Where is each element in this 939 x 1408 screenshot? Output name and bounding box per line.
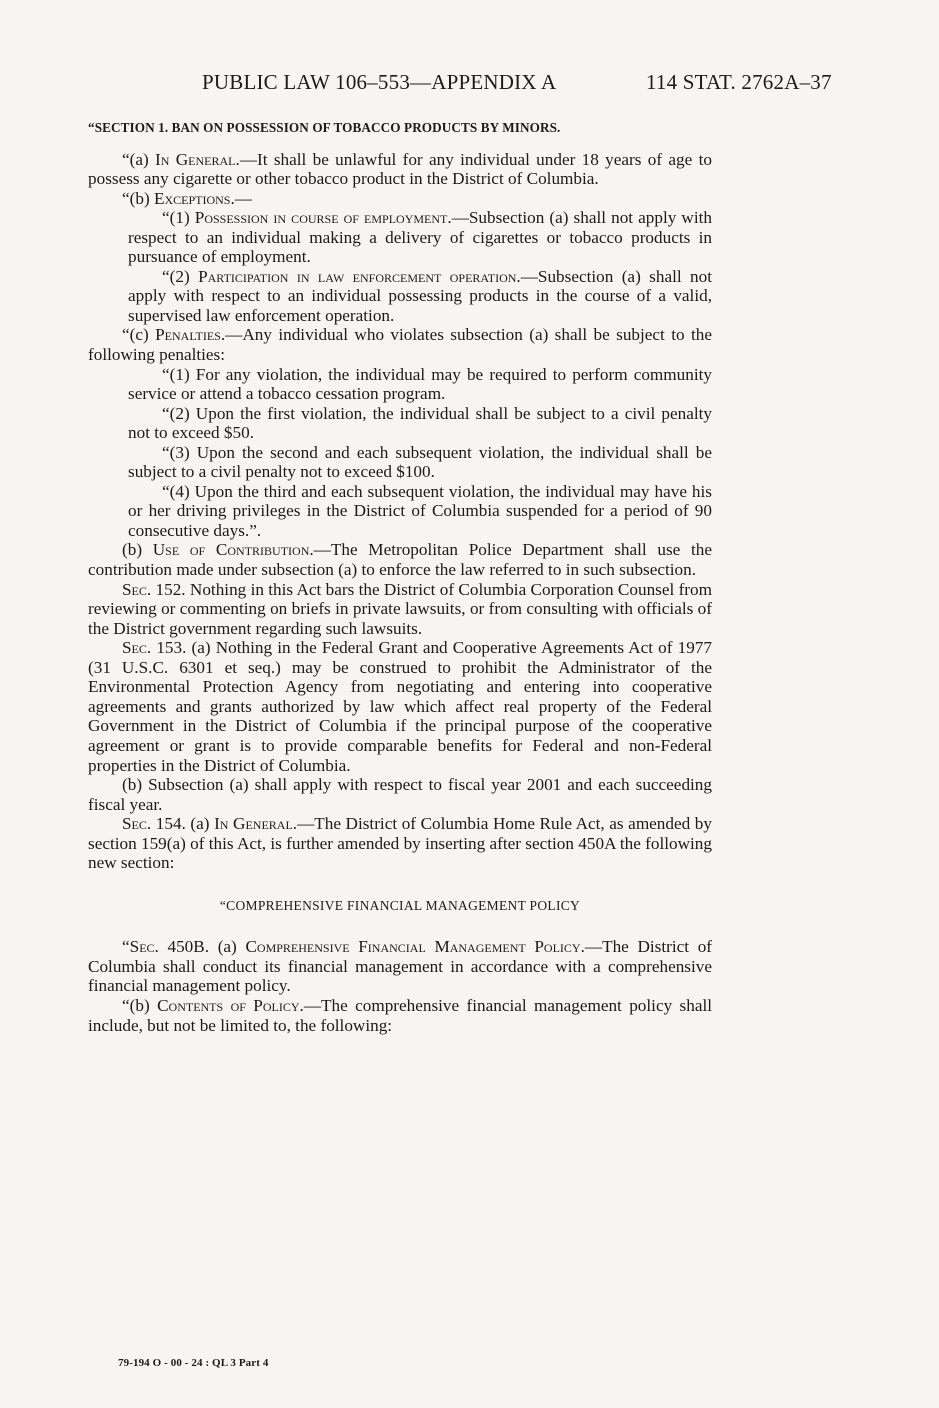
subsection-lead: “(b) xyxy=(122,995,158,1015)
subsection-heading: In General. xyxy=(214,814,298,834)
penalty-c4: “(4) Upon the third and each subsequent violation, the individual may have his or her driving privileges in the District of Columbia suspended for a period of 90 consecutive days.”. xyxy=(128,481,712,540)
header-stat-citation: 114 STAT. 2762A–37 xyxy=(646,70,832,94)
subsection-text: —Any individual who violates subsection (a) shall be subject to the following penalties: xyxy=(88,325,712,365)
section-450b-b xyxy=(88,996,712,1035)
subsection-heading: Use of Contribution. xyxy=(152,540,314,560)
subsection-heading: In General. xyxy=(155,149,240,169)
paragraph-heading: Participation in law enforcement operation. xyxy=(198,266,521,286)
paragraph-b2-law-enforcement xyxy=(88,267,712,326)
subsection-heading: Contents of Policy. xyxy=(157,995,304,1015)
print-job-footer: 79-194 O - 00 - 24 : QL 3 Part 4 xyxy=(118,1357,269,1369)
paragraph-text: —Subsection (a) shall not apply with respect to an individual possessing products in the course of a valid, supervised law enforcement operation. xyxy=(128,266,712,325)
subsection-heading: Exceptions. xyxy=(153,188,235,208)
paragraph-lead: “(1) xyxy=(162,208,195,228)
paragraph-heading: Possession in course of employment. xyxy=(194,208,452,228)
section-label: Sec. 153. xyxy=(122,638,187,658)
paragraph-text: —Subsection (a) shall not apply with respect to an individual making a delivery of cigarettes or tobacco products in pursuance of employment. xyxy=(128,208,712,267)
use-of-contribution xyxy=(88,540,712,579)
subsection-lead: (a) xyxy=(185,814,215,834)
section-text: —The District of Columbia shall conduct its financial management in accordance with a comprehensive financial management policy. xyxy=(88,937,713,996)
penalty-c2: “(2) Upon the first violation, the individual shall be subject to a civil penalty not to exceed $50. xyxy=(128,403,712,443)
section-label: Sec. 154. xyxy=(122,814,186,834)
subsection-heading: Comprehensive Financial Management Policy. xyxy=(245,937,585,957)
section-450b-a xyxy=(88,937,712,996)
section-heading: “SECTION 1. BAN ON POSSESSION OF TOBACCO PRODUCTS BY MINORS. xyxy=(88,120,561,135)
subsection-text: —The Metropolitan Police Department shall use the contribution made under subsection (a) to enforce the law referred to in such subsection. xyxy=(88,540,712,580)
subsection-c-penalties xyxy=(88,325,712,364)
subsection-lead: “(b) xyxy=(122,188,154,208)
subsection-lead: (a) xyxy=(209,937,246,957)
section-152 xyxy=(88,580,712,639)
subsection-heading: Penalties. xyxy=(155,325,226,345)
paragraph-b1-employment xyxy=(88,208,712,267)
section-text: (a) Nothing in the Federal Grant and Cooperative Agreements Act of 1977 (31 U.S.C. 6301 et seq.) may be construed to prohibit the Administrator of the Environmental Protection Agency from negotiating and entering into cooperative agreements and grants authorized by law which affect real property of the Federal Government in the District of Columbia if the principal purpose of the cooperative agreement or grant is to provide comparable benefits for Federal and non-Federal properties in the District of Columbia. xyxy=(88,638,712,775)
penalty-c1: “(1) For any violation, the individual may be required to perform community service or attend a tobacco cessation program. xyxy=(128,364,712,404)
subsection-b-exceptions xyxy=(88,189,712,209)
subsection-text: —It shall be unlawful for any individual under 18 years of age to possess any cigarette or other tobacco product in the District of Columbia. xyxy=(88,149,712,189)
centered-heading: “COMPREHENSIVE FINANCIAL MANAGEMENT POLICY xyxy=(219,897,581,913)
paragraph-lead: “(2) xyxy=(162,266,199,286)
subsection-lead: “(a) xyxy=(122,149,156,169)
penalty-c3: “(3) Upon the second and each subsequent violation, the individual shall be subject to a civil penalty not to exceed $100. xyxy=(128,442,712,482)
section-label: Sec. 152. xyxy=(122,579,186,599)
body-text xyxy=(88,118,712,1035)
section-153-a xyxy=(88,638,712,775)
subsection-lead: “(c) xyxy=(122,325,156,345)
section-label: “Sec. 450B. xyxy=(122,937,210,957)
section-text: —The District of Columbia Home Rule Act, as amended by section 159(a) of this Act, is further amended by inserting after section 450A the following new section: xyxy=(88,814,712,873)
section-text: —The comprehensive financial management policy shall include, but not be limited to, the following: xyxy=(88,995,713,1035)
section-text: Nothing in this Act bars the District of Columbia Corporation Counsel from reviewing or commenting on briefs in private lawsuits, or from consulting with officials of the District government regarding such lawsuits. xyxy=(88,579,712,638)
header-title: PUBLIC LAW 106–553—APPENDIX A xyxy=(202,70,557,94)
subsection-lead: (b) xyxy=(122,540,153,560)
subsection-a-general xyxy=(88,150,712,189)
section-154 xyxy=(88,814,712,873)
section-153-b: (b) Subsection (a) shall apply with respect to fiscal year 2001 and each succeeding fiscal year. xyxy=(88,775,712,814)
page-header xyxy=(0,70,939,100)
subsection-text: — xyxy=(234,188,252,208)
